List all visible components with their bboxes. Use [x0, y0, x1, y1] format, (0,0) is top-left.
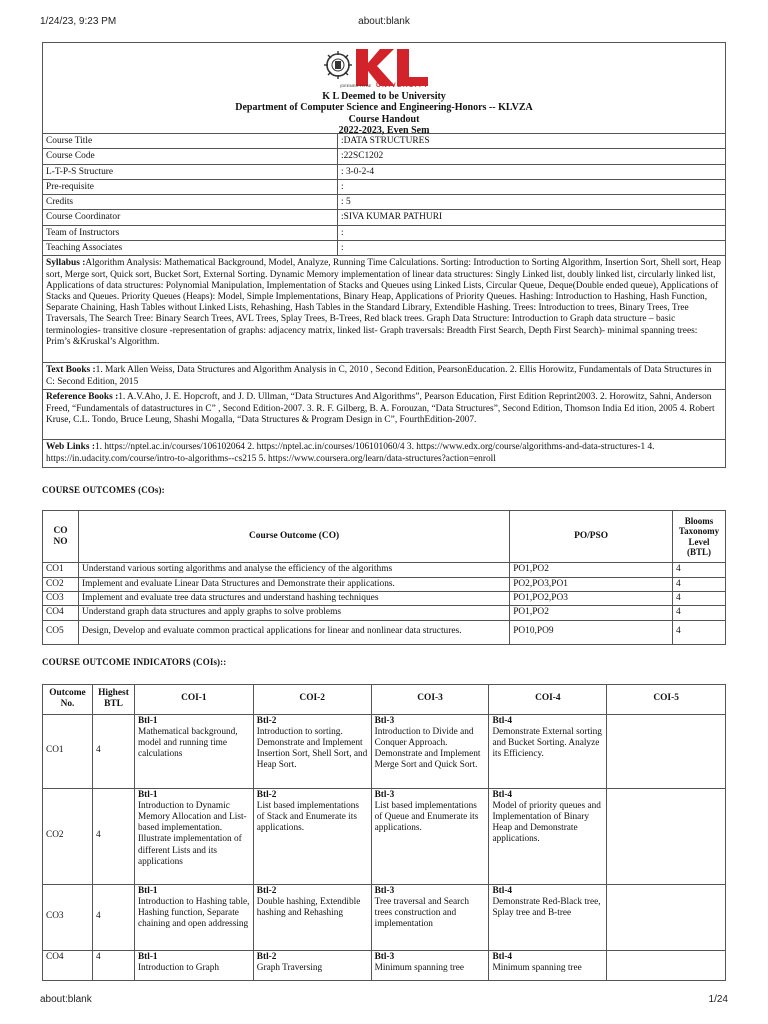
logo-tag-text: (DEEMED TO BE	[340, 83, 372, 88]
print-footer-url: about:blank	[40, 994, 92, 1005]
coi-row	[43, 884, 726, 950]
logo-university-text: UNIVERSITY	[376, 82, 430, 89]
coi-2-cell	[253, 950, 371, 980]
coi-1-cell	[134, 788, 253, 884]
coi-row	[43, 788, 726, 884]
course-outcome-row	[43, 591, 726, 605]
academic-year: 2022-2023, Even Sem	[338, 125, 430, 137]
co-po-header: PO/PSO	[510, 511, 673, 563]
coi-btl-level: Btl-3	[374, 715, 395, 726]
coi-description: List based implementations of Queue and Enumerate its applications.	[374, 800, 479, 834]
coi-btl-level: Btl-4	[492, 789, 513, 800]
coi-btl-level: Btl-1	[137, 789, 158, 800]
department-name: Department of Computer Science and Engineering-Honors -- KLVZA	[235, 102, 533, 114]
syllabus-section	[42, 256, 726, 363]
co-btl: 4	[672, 563, 725, 577]
coi-outcome-no: CO1	[43, 714, 93, 788]
coi-row	[43, 714, 726, 788]
course-info-key: Course Title	[43, 134, 338, 149]
coi-1-cell	[134, 950, 253, 980]
coi-btl-level: Btl-1	[137, 951, 158, 962]
coi-highest-btl: 4	[92, 788, 134, 884]
co-po: PO2,PO3,PO1	[510, 577, 673, 591]
course-info-row	[43, 225, 726, 240]
coi-btl-level: Btl-3	[374, 885, 395, 896]
coi-5-cell	[607, 950, 726, 980]
co-number: CO2	[43, 577, 79, 591]
coi-btl-level: Btl-1	[137, 885, 158, 896]
coi-btl-level: Btl-2	[256, 715, 277, 726]
coi-row	[43, 950, 726, 980]
course-info-value: :DATA STRUCTURES	[338, 134, 726, 149]
co-outcome: Understand various sorting algorithms and analyse the efficiency of the algorithms	[78, 563, 509, 577]
course-outcome-row	[43, 620, 726, 644]
course-outcome-row	[43, 563, 726, 577]
handout-title: Course Handout	[348, 113, 420, 125]
co-outcome: Implement and evaluate tree data structures and understand hashing techniques	[78, 591, 509, 605]
co-po: PO1,PO2	[510, 606, 673, 620]
kl-university-logo	[324, 46, 444, 91]
co-outcome: Implement and evaluate Linear Data Structures and Demonstrate their applications.	[78, 577, 509, 591]
co-po: PO1,PO2,PO3	[510, 591, 673, 605]
coi-btl-level: Btl-4	[492, 951, 513, 962]
coi-4-cell	[489, 884, 607, 950]
coi-1-header: COI-1	[134, 684, 253, 714]
coi-description: Graph Traversing	[256, 962, 323, 973]
reference-books-text: 1. A.V.Aho, J. E. Hopcroft, and J. D. Ullman, “Data Structures And Algorithms”, Pearson Education, First Edition Reprint2003. 2. Horowitz, Sahni, Anderson Freed, “Fundamentals of datastructures in C” , Second Edition-2007. 3. R. F. Gilberg, B. A. Forouzan, “Data Structures”, Second Edition, Thomson India Ed ition, 2005 4. Robert Kruse, C.L. Tondo, Bruce Leung, Shashi Mogalla, “Data Structures & Program Design in C”, FourthEdition-2007.	[46, 392, 715, 425]
coi-description: Demonstrate External sorting and Bucket Sorting. Analyze its Efficiency.	[492, 726, 602, 760]
coi-btl-level: Btl-2	[256, 885, 277, 896]
course-info-key: Teaching Associates	[43, 241, 338, 256]
coi-2-cell	[253, 884, 371, 950]
course-info-value: :	[338, 225, 726, 240]
course-info-row	[43, 149, 726, 164]
coi-4-header: COI-4	[489, 684, 607, 714]
coi-5-header: COI-5	[607, 684, 726, 714]
coi-highest-btl: 4	[92, 950, 134, 980]
co-po: PO10,PO9	[510, 620, 673, 644]
coi-3-cell	[371, 884, 489, 950]
course-outcomes-title: COURSE OUTCOMES (COs):	[42, 485, 165, 496]
coi-description: Minimum spanning tree	[492, 962, 582, 973]
co-outcome-header: Course Outcome (CO)	[78, 511, 509, 563]
co-outcome: Understand graph data structures and apply graphs to solve problems	[78, 606, 509, 620]
coi-highest-btl: 4	[92, 884, 134, 950]
co-number: CO5	[43, 620, 79, 644]
coi-outcome-header: Outcome No.	[43, 684, 93, 714]
course-outcome-row	[43, 577, 726, 591]
coi-description: Introduction to Graph	[137, 962, 220, 973]
course-outcomes-table	[42, 510, 726, 644]
coi-title: COURSE OUTCOME INDICATORS (COIs)::	[42, 656, 227, 667]
co-number: CO4	[43, 606, 79, 620]
text-books-label: Text Books :	[46, 365, 96, 376]
coi-description: Double hashing, Extendible hashing and Rehashing	[256, 896, 361, 918]
coi-2-cell	[253, 788, 371, 884]
coi-highest-btl-header: Highest BTL	[92, 684, 134, 714]
co-btl-header: Blooms Taxonomy Level (BTL)	[672, 511, 725, 563]
print-title: about:blank	[358, 16, 410, 27]
course-info-key: L-T-P-S Structure	[43, 164, 338, 179]
print-header	[40, 16, 728, 30]
coi-description: Model of priority queues and Implementation of Binary Heap and Demonstrate applications.	[492, 800, 601, 845]
course-info-row	[43, 164, 726, 179]
course-info-row	[43, 210, 726, 225]
course-outcome-row	[43, 606, 726, 620]
coi-outcome-no: CO2	[43, 788, 93, 884]
coi-highest-btl: 4	[92, 714, 134, 788]
course-handout-page	[42, 42, 726, 981]
course-info-row	[43, 195, 726, 210]
course-info-key: Credits	[43, 195, 338, 210]
co-number: CO3	[43, 591, 79, 605]
coi-description: Introduction to Dynamic Memory Allocation and List-based implementation. Illustrate implementation of different Lists and its applications	[137, 800, 247, 867]
coi-3-cell	[371, 788, 489, 884]
course-info-table	[42, 133, 726, 256]
reference-books-section	[42, 390, 726, 440]
coi-description: Minimum spanning tree	[374, 962, 464, 973]
course-info-value: :	[338, 241, 726, 256]
coi-btl-level: Btl-3	[374, 789, 395, 800]
coi-3-header: COI-3	[371, 684, 489, 714]
coi-description: Mathematical background, model and running time calculations	[137, 726, 238, 760]
course-info-key: Pre-requisite	[43, 179, 338, 194]
co-po: PO1,PO2	[510, 563, 673, 577]
coi-5-cell	[607, 884, 726, 950]
coi-4-cell	[489, 950, 607, 980]
syllabus-label: Syllabus :	[46, 258, 86, 269]
coi-outcome-no: CO3	[43, 884, 93, 950]
university-name: K L Deemed to be University	[322, 91, 446, 102]
course-info-row	[43, 179, 726, 194]
course-info-value: : 5	[338, 195, 726, 210]
coi-description: Introduction to sorting. Demonstrate and Implement Insertion Sort, Shell Sort, and Heap Sort.	[256, 726, 368, 771]
coi-description: Demonstrate Red-Black tree, Splay tree and B-tree	[492, 896, 601, 918]
coi-1-cell	[134, 714, 253, 788]
co-btl: 4	[672, 577, 725, 591]
coi-description: Tree traversal and Search trees construction and implementation	[374, 896, 470, 930]
web-links-text: 1. https://nptel.ac.in/courses/106102064 2. https://nptel.ac.in/courses/106101060/4 3. https://www.edx.org/course/algorithms-and-data-structures-1 4. https://in.udacity.com/course/intro-to-algorithms--cs215 5. https://www.coursera.org/learn/data-structures?action=enroll	[46, 442, 655, 464]
coi-2-header: COI-2	[253, 684, 371, 714]
reference-books-label: Reference Books :	[46, 392, 119, 403]
coi-btl-level: Btl-2	[256, 951, 277, 962]
course-info-value: :	[338, 179, 726, 194]
course-info-value: :SIVA KUMAR PATHURI	[338, 210, 726, 225]
coi-5-cell	[607, 714, 726, 788]
coi-btl-level: Btl-4	[492, 885, 513, 896]
course-outcome-indicators-table	[42, 684, 726, 981]
course-info-key: Course Coordinator	[43, 210, 338, 225]
coi-btl-level: Btl-3	[374, 951, 395, 962]
coi-description: Introduction to Divide and Conquer Approach. Demonstrate and Implement Merge Sort and Quick Sort.	[374, 726, 481, 771]
coi-1-cell	[134, 884, 253, 950]
print-page-number: 1/24	[708, 994, 728, 1005]
coi-4-cell	[489, 788, 607, 884]
course-info-value: :22SC1202	[338, 149, 726, 164]
coi-btl-level: Btl-4	[492, 715, 513, 726]
text-books-text: 1. Mark Allen Weiss, Data Structures and Algorithm Analysis in C, 2010 , Second Edition, PearsonEducation. 2. Ellis Horowitz, Fundamentals of Data Structures in C: Second Edition, 2015	[46, 365, 712, 387]
coi-4-cell	[489, 714, 607, 788]
syllabus-text: Algorithm Analysis: Mathematical Background, Model, Analyze, Running Time Calculations. Sorting: Introduction to Sorting Algorithm, Insertion Sort, Shell sort, Heap sort, Merge sort, Quick sort, Bucket Sort, External Sorting. Dynamic Memory implementation of linear data structures: Singly Linked list, doubly linked list, circularly linked list, Applications of data structures: Polynomial Manipulation, Implementation of Stacks and Queues using Linked Lists, Circular Queue, Deque(Double ended queue), Applications of Stacks and Queues. Priority Queues (Heaps): Model, Simple Implementations, Binary Heap, Applications of Priority Queues. Hashing: Introduction to Hashing, Hash Function, Separate Chaining, Hash Tables without Linked Lists, Rehashing, Hash Tables in the Standard Library, Extendible Hashing. Trees: Introduction to trees, Binary Trees, Tree Traversals, The Search Tree: Binary Search Trees, AVL Trees, Splay Trees, B-Trees, Red black trees. Graph Data Structure: Introduction to Graph data structure – basic terminologies- transitive closure -representation of graphs: adjacency matrix, linked list- Graph traversals: Breadth First Search, Depth First Search)- minimal spanning trees: Prim’s &Kruskal’s Algorithm.	[46, 258, 721, 347]
course-info-key: Course Code	[43, 149, 338, 164]
coi-btl-level: Btl-1	[137, 715, 158, 726]
co-btl: 4	[672, 606, 725, 620]
co-btl: 4	[672, 591, 725, 605]
coi-3-cell	[371, 714, 489, 788]
course-info-value: : 3-0-2-4	[338, 164, 726, 179]
coi-description: List based implementations of Stack and Enumerate its applications.	[256, 800, 360, 834]
co-number: CO1	[43, 563, 79, 577]
co-no-header: CO NO	[43, 511, 79, 563]
web-links-section	[42, 440, 726, 468]
co-outcome: Design, Develop and evaluate common practical applications for linear and nonlinear data structures.	[78, 620, 509, 644]
document-header	[42, 42, 726, 137]
text-books-section	[42, 363, 726, 390]
coi-2-cell	[253, 714, 371, 788]
course-info-row	[43, 134, 726, 149]
print-datetime: 1/24/23, 9:23 PM	[40, 16, 117, 27]
coi-btl-level: Btl-2	[256, 789, 277, 800]
course-info-row	[43, 241, 726, 256]
course-info-key: Team of Instructors	[43, 225, 338, 240]
print-footer	[40, 994, 728, 1008]
coi-outcome-no: CO4	[43, 950, 93, 980]
co-btl: 4	[672, 620, 725, 644]
coi-description: Introduction to Hashing table, Hashing function, Separate chaining and open addressing	[137, 896, 250, 930]
coi-5-cell	[607, 788, 726, 884]
web-links-label: Web Links :	[46, 442, 95, 453]
coi-3-cell	[371, 950, 489, 980]
